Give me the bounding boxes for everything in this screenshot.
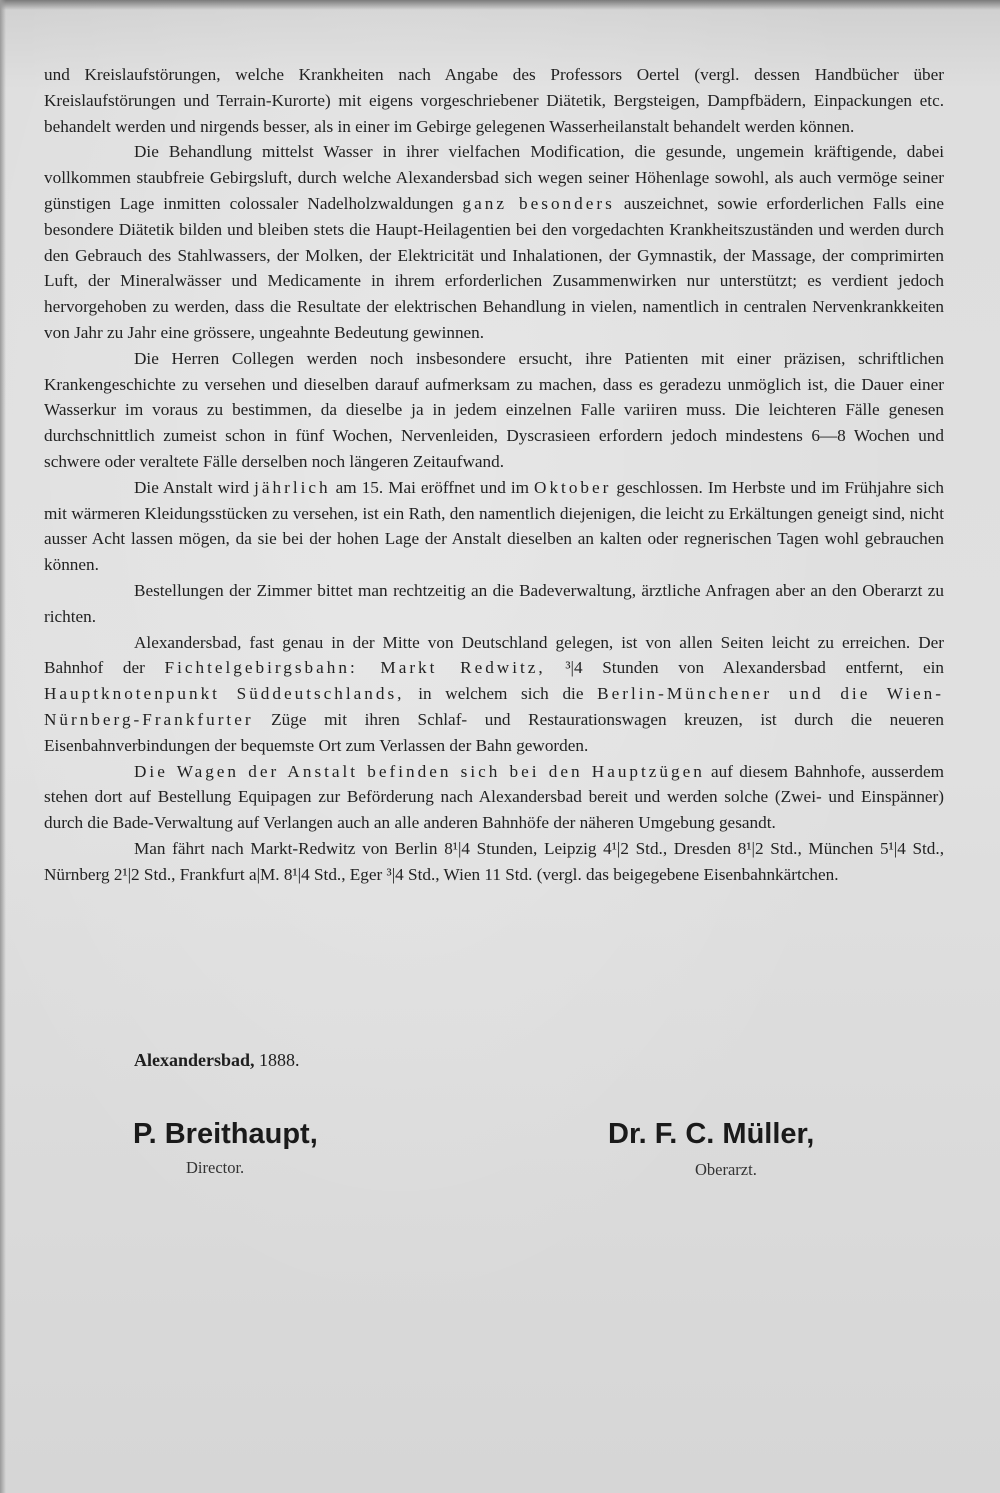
signature-director-name: P. Breithaupt, xyxy=(133,1118,318,1150)
body-text xyxy=(44,62,944,888)
signoff-year: 1888. xyxy=(259,1050,300,1070)
spaced-emphasis: Oktober xyxy=(534,477,612,497)
paragraph-text: Die Behandlung mittelst Wasser in ihrer vielfachen Modification, die gesunde, ungemein kräftigende, dabei vollkommen staubfreie Gebirgsluft, durch welche Alexandersbad sich wegen seiner Höhenlage sowohl, als auch vermöge seiner günstigen Lage inmitten colossaler Nadelholzwaldungen xyxy=(44,142,944,213)
paragraph-text: Man fährt nach Markt-Redwitz von Berlin 8¹|4 Stunden, Leipzig 4¹|2 Std., Dresden 8¹|2 Std., München 5¹|4 Std., Nürnberg 2¹|2 Std., Frankfurt a|M. 8¹|4 Std., Eger ³|4 Std., Wien 11 Std. (vergl. das beigegebene Eisenbahnkärtchen. xyxy=(44,838,944,884)
paragraph-text: ³|4 Stunden von Alexandersbad entfernt, ein xyxy=(545,658,944,678)
paragraph-text: Alexandersbad, fast genau in der Mitte von Deutschland gelegen, ist von allen Seiten leicht zu erreichen. Der Bahnhof der xyxy=(44,632,944,678)
paragraph-text: auszeichnet, sowie erforderlichen Falls eine besondere Diätetik bilden und bleiben stets die Haupt-Heilagentien bei den vorgedachten Krankheitszuständen und werden durch den Gebrauch des Stahlwassers, der Molken, der Elektricität und Inhalationen, der Gymnastik, der Massage, der comprimirten Luft, der Mineralwässer und Medicamente in ihrem erforderlichen Zusammenwirken nur unterstützt; es verdient jedoch hervorgehoben zu werden, dass die Resultate der elektrischen Behandlung in vielen, namentlich in centralen Nervenkrankkeiten von Jahr zu Jahr eine grössere, ungeahnte Bedeutung gewinnen. xyxy=(44,193,944,342)
paragraph xyxy=(44,759,944,836)
signature-oberarzt-role: Oberarzt. xyxy=(695,1160,757,1179)
signature-oberarzt-name: Dr. F. C. Müller, xyxy=(608,1118,815,1150)
paragraph-text: geschlossen. Im Herbste und im Frühjahre sich mit wärmeren Kleidungsstücken zu versehen, ist ein Rath, den namentlich diejenigen, die leicht zu Erkältungen geneigt sind, nicht ausser Acht lassen mögen, da sie bei der hohen Lage der Anstalt dieselben an kalten oder regnerischen Tagen wohl gebrauchen können. xyxy=(44,477,944,575)
paragraph-text: auf diesem Bahnhofe, ausserdem stehen dort auf Bestellung Equipagen zur Beförderung nach Alexandersbad bereit und werden solche (Zwei- und Einspänner) durch die Bade-Verwaltung auf Verlangen auch an alle anderen Bahnhöfe der näheren Umgebung gesandt. xyxy=(44,761,944,833)
signature-director-role: Director. xyxy=(186,1158,245,1177)
spaced-emphasis: jährlich xyxy=(254,477,331,497)
spaced-emphasis: Die Wagen der Anstalt befinden sich bei den Hauptzügen xyxy=(134,761,705,781)
paragraph xyxy=(44,475,944,578)
paragraph xyxy=(44,346,944,475)
spaced-emphasis: Berlin-Münchener und die Wien-Nürnberg-Frankfurter xyxy=(44,684,944,729)
spaced-emphasis: Fichtelgebirgsbahn: Markt Redwitz, xyxy=(164,658,546,678)
paragraph-text: in welchem sich die xyxy=(404,684,598,704)
spaced-emphasis: Hauptknotenpunkt Süddeutschlands, xyxy=(44,684,405,704)
paragraph-text: Bestellungen der Zimmer bittet man rechtzeitig an die Badeverwaltung, ärztliche Anfragen aber an den Oberarzt zu richten. xyxy=(44,580,944,626)
paragraph xyxy=(44,62,944,139)
signoff-place: Alexandersbad, xyxy=(134,1050,255,1070)
paragraph xyxy=(44,139,944,345)
scan-shadow-top xyxy=(0,0,1000,10)
paragraph xyxy=(44,630,944,759)
paragraph-text: am 15. Mai eröffnet und im xyxy=(330,477,535,497)
paragraph xyxy=(44,578,944,630)
paragraph-text: Die Anstalt wird xyxy=(134,477,255,497)
paragraph-text: und Kreislaufstörungen, welche Krankheiten nach Angabe des Professors Oertel (vergl. dessen Handbücher über Kreislaufstörungen und Terrain-Kurorte) mit eigens vorgeschriebener Diätetik, Bergsteigen, Dampfbädern, Einpackungen etc. behandelt werden und nirgends besser, als in einer im Gebirge gelegenen Wasserheilanstalt behandelt werden können. xyxy=(44,65,944,136)
spaced-emphasis: ganz besonders xyxy=(462,193,615,213)
paragraph xyxy=(44,836,944,888)
place-date-line xyxy=(134,1050,300,1071)
scan-shadow-left xyxy=(0,0,6,1493)
paragraph-text: Züge mit ihren Schlaf- und Restaurationswagen kreuzen, ist durch die neueren Eisenbahnverbindungen der bequemste Ort zum Verlassen der Bahn geworden. xyxy=(44,709,944,755)
paragraph-text: Die Herren Collegen werden noch insbesondere ersucht, ihre Patienten mit einer präzisen, schriftlichen Krankengeschichte zu versehen und dieselben darauf aufmerksam zu machen, dass es geradezu unmöglich ist, die Dauer einer Wasserkur im voraus zu bestimmen, da dieselbe ja in jedem einzelnen Falle variiren muss. Die leichteren Fälle genesen durchschnittlich zumeist schon in fünf Wochen, Nervenleiden, Dyscrasieen erfordern jedoch mindestens 6—8 Wochen und schwere oder veraltete Fälle derselben noch längeren Zeitaufwand. xyxy=(44,348,944,471)
